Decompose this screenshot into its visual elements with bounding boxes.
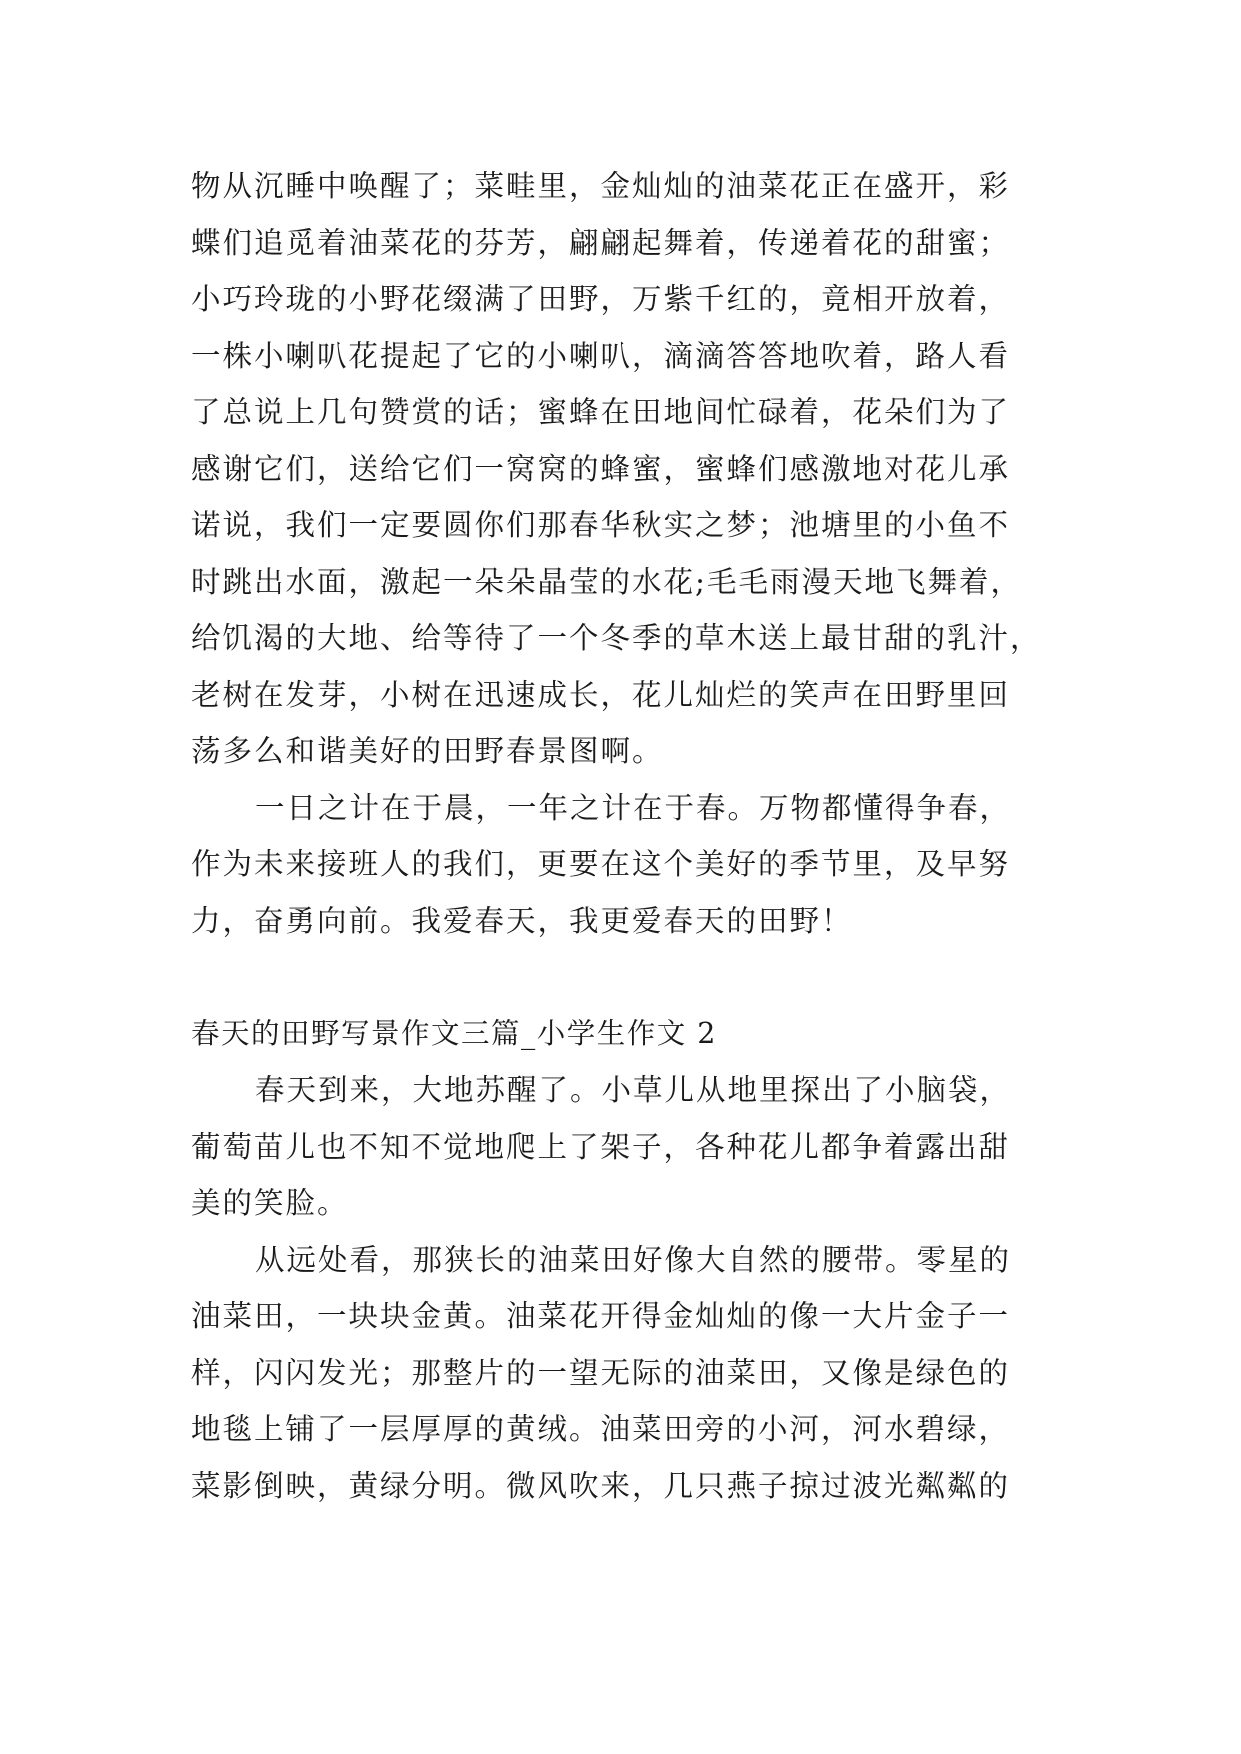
paragraph-line: 蝶们追觅着油菜花的芬芳，翩翩起舞着，传递着花的甜蜜； bbox=[191, 225, 1011, 260]
paragraph-line: 时跳出水面，激起一朵朵晶莹的水花;毛毛雨漫天地飞舞着， bbox=[191, 564, 1022, 599]
paragraph-line: 一株小喇叭花提起了它的小喇叭，滴滴答答地吹着，路人看 bbox=[191, 338, 1011, 373]
section-gap bbox=[191, 949, 1071, 1006]
paragraph-line: 力，奋勇向前。我爱春天，我更爱春天的田野！ bbox=[191, 903, 853, 938]
paragraph-line: 诺说，我们一定要圆你们那春华秋实之梦；池塘里的小鱼不 bbox=[191, 508, 1011, 542]
paragraph-line: 荡多么和谐美好的田野春景图啊。 bbox=[191, 734, 664, 768]
paragraph-line: 从远处看，那狭长的油菜田好像大自然的腰带。零星的 bbox=[255, 1242, 1012, 1277]
paragraph-line: 小巧玲珑的小野花缀满了田野，万紫千红的，竟相开放着， bbox=[191, 282, 1011, 316]
paragraph-line: 物从沉睡中唤醒了；菜畦里，金灿灿的油菜花正在盛开，彩 bbox=[191, 169, 1011, 203]
paragraph-line: 感谢它们，送给它们一窝窝的蜂蜜，蜜蜂们感激地对花儿承 bbox=[191, 451, 1011, 486]
section-heading: 春天的田野写景作文三篇_小学生作文 2 bbox=[191, 1016, 717, 1050]
paragraph-line: 老树在发芽，小树在迅速成长，花儿灿烂的笑声在田野里回 bbox=[191, 677, 1011, 712]
paragraph-line: 葡萄苗儿也不知不觉地爬上了架子，各种花儿都争着露出甜 bbox=[191, 1129, 1011, 1164]
paragraph-line: 地毯上铺了一层厚厚的黄绒。油菜田旁的小河，河水碧绿， bbox=[191, 1412, 1011, 1446]
paragraph-line: 一日之计在于晨，一年之计在于春。万物都懂得争春， bbox=[255, 790, 1012, 825]
paragraph-line: 美的笑脸。 bbox=[191, 1186, 349, 1220]
paragraph-line: 菜影倒映，黄绿分明。微风吹来，几只燕子掠过波光粼粼的 bbox=[191, 1468, 1011, 1503]
paragraph-line: 油菜田，一块块金黄。油菜花开得金灿灿的像一大片金子一 bbox=[191, 1299, 1011, 1333]
paragraph-line: 作为未来接班人的我们，更要在这个美好的季节里，及早努 bbox=[191, 847, 1011, 881]
paragraph-line: 给饥渴的大地、给等待了一个冬季的草木送上最甘甜的乳汁， bbox=[191, 621, 1042, 655]
paragraph-line: 春天到来，大地苏醒了。小草儿从地里探出了小脑袋， bbox=[255, 1073, 1012, 1107]
document-body bbox=[191, 158, 1071, 1514]
paragraph-line: 了总说上几句赞赏的话；蜜蜂在田地间忙碌着，花朵们为了 bbox=[191, 395, 1011, 429]
paragraph-line: 样，闪闪发光；那整片的一望无际的油菜田，又像是绿色的 bbox=[191, 1355, 1011, 1390]
